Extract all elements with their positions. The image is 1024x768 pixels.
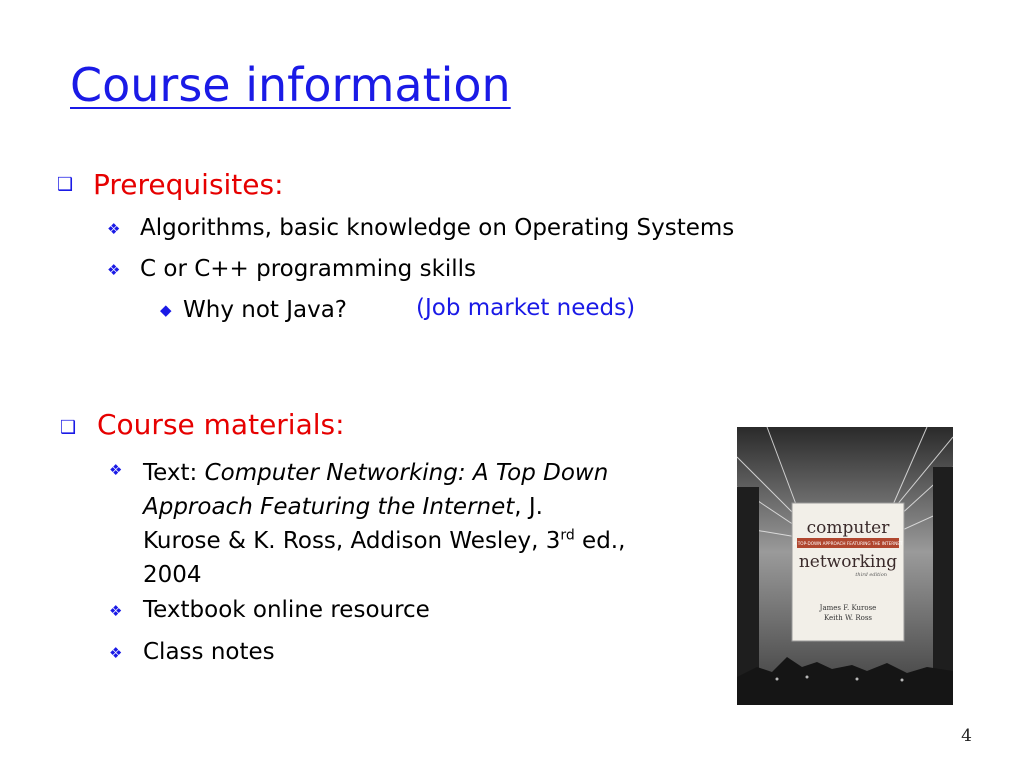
cover-title: networking bbox=[798, 552, 898, 572]
textbook-citation: Text: Computer Networking: A Top Down Approach Featuring the Internet, J. Kurose & K. Ross, Addison Wesley, 3rd ed., 2004 bbox=[143, 460, 626, 588]
diamond-bullet-icon: ❖ bbox=[109, 602, 123, 620]
materials-item: Class notes bbox=[143, 639, 275, 665]
slide-title: Course information bbox=[70, 58, 511, 112]
diamond-bullet-icon: ❖ bbox=[109, 461, 123, 479]
square-bullet-icon: ❑ bbox=[57, 174, 74, 195]
book-title: Computer Networking: A Top Down bbox=[204, 460, 609, 486]
book-title: Approach Featuring the Internet bbox=[143, 494, 515, 520]
materials-heading: Course materials: bbox=[97, 408, 345, 441]
square-bullet-icon: ❑ bbox=[60, 417, 77, 438]
cover-edition: third edition bbox=[855, 572, 887, 578]
diamond-bullet-icon: ❖ bbox=[109, 644, 123, 662]
job-market-note: (Job market needs) bbox=[416, 295, 636, 321]
prereq-item: Algorithms, basic knowledge on Operating Systems bbox=[140, 215, 735, 241]
cover-author: Keith W. Ross bbox=[823, 614, 873, 622]
filled-diamond-bullet-icon: ◆ bbox=[160, 301, 172, 319]
cover-subtitle: A TOP-DOWN APPROACH FEATURING THE INTERNET bbox=[793, 541, 903, 546]
prereq-item: C or C++ programming skills bbox=[140, 256, 477, 282]
cover-title: computer bbox=[806, 518, 890, 538]
textbook-cover-image bbox=[737, 427, 953, 705]
diamond-bullet-icon: ❖ bbox=[107, 261, 121, 279]
prerequisites-heading: Prerequisites: bbox=[93, 168, 284, 201]
cover-author: James F. Kurose bbox=[819, 604, 877, 612]
diamond-bullet-icon: ❖ bbox=[107, 220, 121, 238]
page-number: 4 bbox=[961, 726, 972, 746]
materials-item: Textbook online resource bbox=[143, 597, 430, 623]
prereq-subitem: Why not Java? bbox=[183, 297, 348, 323]
